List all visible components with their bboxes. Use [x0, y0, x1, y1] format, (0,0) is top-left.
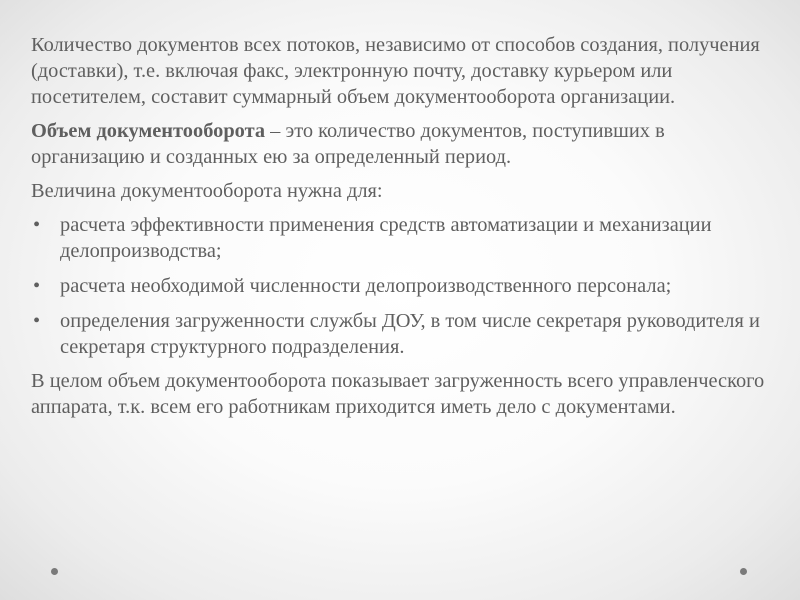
paragraph-document-flows: Количество документов всех потоков, независимо от способов создания, получения (доставки), т.е. включая факс, электронную почту, доставку курьером или посетителем, составит суммарный объем документооборота организации. — [31, 34, 760, 108]
bullets-intro: Величина документооборота нужна для: — [31, 180, 383, 202]
footer-dot-left-icon — [51, 568, 58, 575]
footer-dot-right-icon — [740, 568, 747, 575]
conclusion-paragraph: В целом объем документооборота показывает загруженность всего управленческого аппарата, т.к. всем его работникам приходится иметь дело с документами. — [31, 370, 765, 418]
list-item-text: расчета необходимой численности делопроизводственного персонала; — [60, 275, 672, 297]
list-item-text: расчета эффективности применения средств автоматизации и механизации делопроизводства; — [60, 214, 712, 262]
list-item — [31, 308, 779, 360]
list-item — [31, 212, 779, 264]
list-item-text: определения загруженности службы ДОУ, в том числе секретаря руководителя и секретаря структурного подразделения. — [60, 310, 760, 358]
slide-content — [31, 32, 779, 420]
bullet-icon: • — [33, 310, 41, 332]
definition-paragraph — [31, 118, 779, 170]
bullet-icon: • — [33, 275, 41, 297]
bullet-list — [31, 212, 779, 360]
list-item — [31, 273, 779, 299]
definition-term: Объем документооборота — [31, 120, 266, 142]
bullet-icon: • — [33, 214, 41, 236]
definition-text: – это количество документов, поступивших в организацию и созданных ею за определенный период. — [31, 120, 665, 168]
